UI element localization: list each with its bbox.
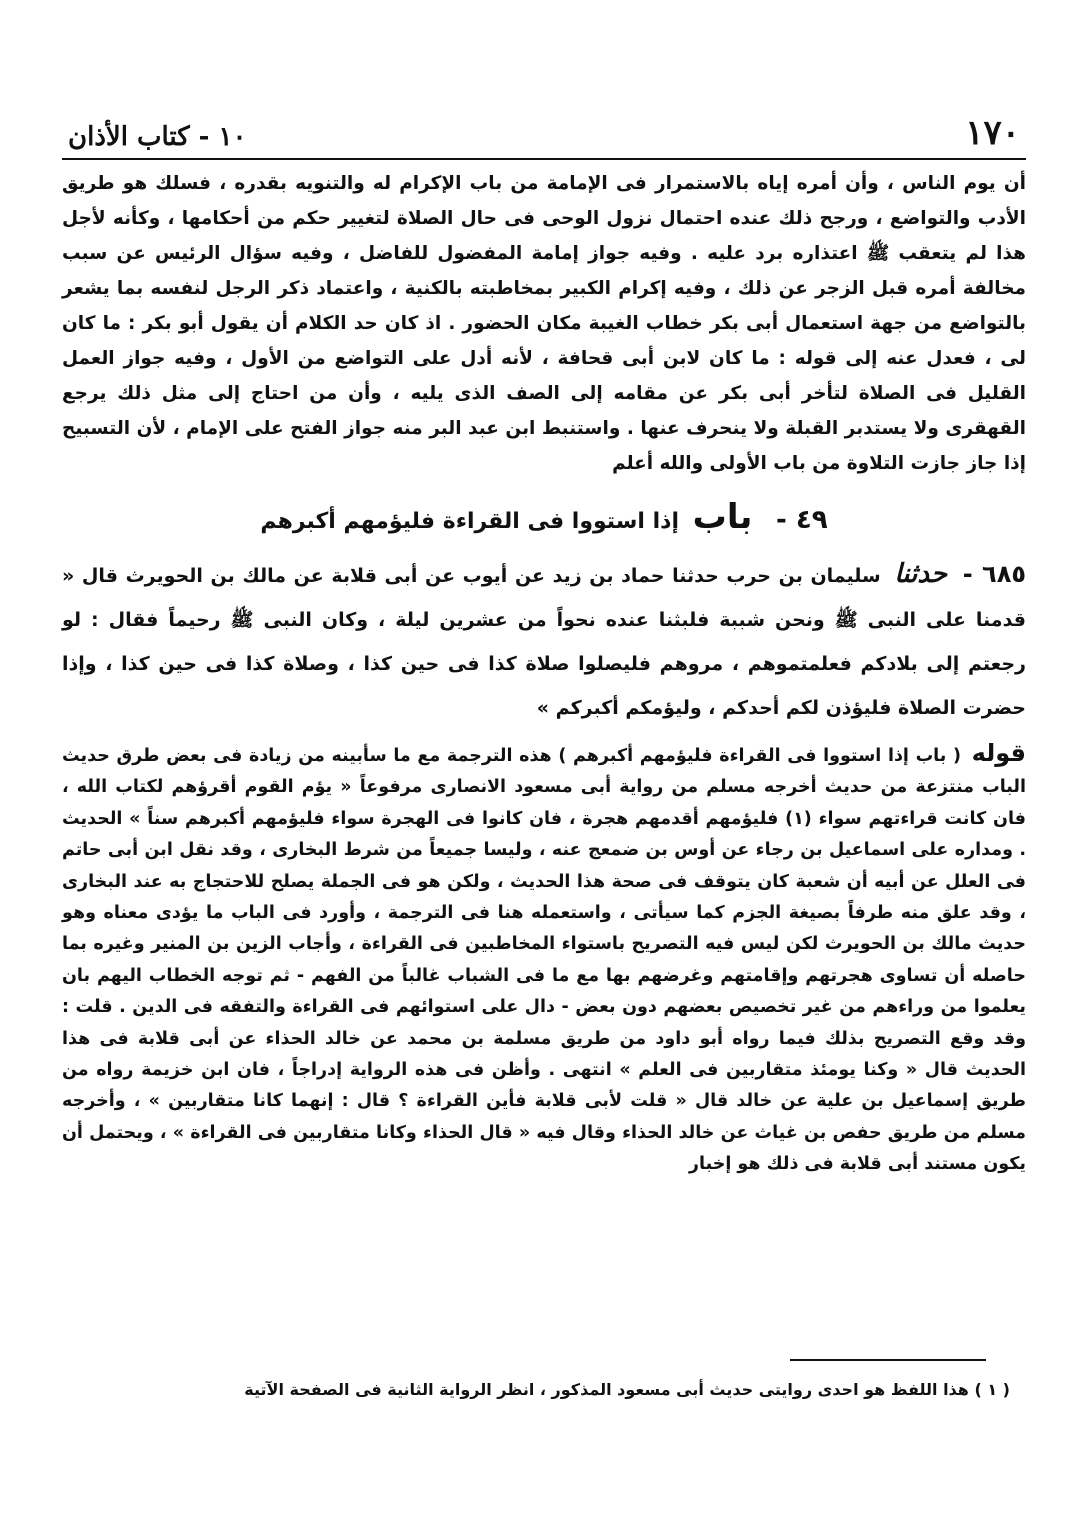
hadith-text: سليمان بن حرب حدثنا حماد بن زيد عن أيوب عن أبى قلابة عن مالك بن الحويرث قال « قدمنا على النبى ﷺ ونحن شببة فلبثنا عنده نحواً من عشرين ليلة ، وكان النبى ﷺ رحيماً فقال : لو رجعتم إلى بلادكم فعلمتموهم ، مروهم فليصلوا صلاة كذا فى حين كذا ، وصلاة كذا فى حين كذا ، وإذا حضرت الصلاة فليؤذن لكم أحدكم ، وليؤمكم أكبركم » [62, 565, 1026, 719]
chapter-number: ٤٩ - [776, 505, 828, 535]
footnote-divider [790, 1359, 986, 1361]
hadith-number: ٦٨٥ - [962, 560, 1026, 588]
page-header [62, 98, 1026, 160]
commentary-paragraph-2 [62, 738, 1026, 1181]
hadith-opening-word: حدثنا [894, 559, 948, 589]
commentary-qawluh-label: قوله [971, 739, 1026, 767]
chapter-bab-label: باب [692, 497, 753, 537]
footnote: ( ١ ) هذا اللفظ هو احدى روايتى حديث أبى مسعود المذكور ، انظر الرواية الثانية فى الصفحة الآتية [244, 1380, 1010, 1399]
hadith-block [62, 552, 1026, 730]
chapter-title: إذا استووا فى القراءة فليؤمهم أكبرهم [260, 509, 679, 534]
page-number: ١٧٠ [965, 113, 1020, 153]
commentary-2-text: ( باب إذا استووا فى القراءة فليؤمهم أكبرهم ) هذه الترجمة مع ما سأبينه من زيادة فى بعض طرق حديث الباب منتزعة من حديث أخرجه مسلم من رواية أبى مسعود الانصارى مرفوعاً « يؤم القوم أقرؤهم لكتاب الله ، فان كانت قراءتهم سواء (١) فليؤمهم أقدمهم هجرة ، فان كانوا فى الهجرة سواء فليؤمهم أكبرهم سناً » الحديث . ومداره على اسماعيل بن رجاء عن أوس بن ضمعج عنه ، وليسا جميعاً من شرط البخارى ، وقد نقل ابن أبى حاتم فى العلل عن أبيه أن شعبة كان يتوقف فى صحة هذا الحديث ، ولكن هو فى الجملة يصلح للاحتجاج به عند البخارى ، وقد علق منه طرفاً بصيغة الجزم كما سيأتى ، واستعمله هنا فى الترجمة ، وأورد فى الباب ما يؤدى معناه وهو حديث مالك بن الحويرث لكن ليس فيه التصريح باستواء المخاطبين فى القراءة ، وأجاب الزين بن المنير وغيره بما حاصله أن تساوى هجرتهم وإقامتهم وغرضهم بها مع ما فى الشباب غالباً من الفهم - ثم توجه الخطاب اليهم بان يعلموا من وراءهم من غير تخصيص بعضهم دون بعض - دال على استوائهم فى القراءة والتفقه فى الدين . قلت : وقد وقع التصريح بذلك فيما رواه أبو داود من طريق مسلمة بن محمد عن خالد الحذاء عن أبى قلابة فى هذا الحديث قال « وكنا يومئذ متقاربين فى العلم » انتهى . وأظن فى هذه الرواية إدراجاً ، فان ابن خزيمة رواه من طريق إسماعيل بن علية عن خالد قال « قلت لأبى قلابة فأين القراءة ؟ قال : إنهما كانا متقاربين » ، وأخرجه مسلم من طريق حفص بن غياث عن خالد الحذاء وقال فيه « قال الحذاء وكانا متقاربين فى القراءة » ، ويحتمل أن يكون مستند أبى قلابة فى ذلك هو إخبار [62, 746, 1026, 1175]
running-title: ١٠ - كتاب الأذان [68, 122, 247, 152]
commentary-paragraph-1: أن يوم الناس ، وأن أمره إياه بالاستمرار فى الإمامة من باب الإكرام له والتنويه بقدره ، فسلك هو طريق الأدب والتواضع ، ورجح ذلك عنده احتمال نزول الوحى فى حال الصلاة لتغيير حكم من أحكامها ، وكأنه لأجل هذا لم يتعقب ﷺ اعتذاره برد عليه . وفيه جواز إمامة المفضول للفاضل ، وفيه سؤال الرئيس عن سبب مخالفة أمره قبل الزجر عن ذلك ، وفيه إكرام الكبير بمخاطبته بالكنية ، واعتماد ذكر الرجل لنفسه بما يشعر بالتواضع من جهة استعمال أبى بكر خطاب الغيبة مكان الحضور . اذ كان حد الكلام أن يقول أبو بكر : ما كان لى ، فعدل عنه إلى قوله : ما كان لابن أبى قحافة ، لأنه أدل على التواضع من الأول ، وفيه جواز العمل القليل فى الصلاة لتأخر أبى بكر عن مقامه إلى الصف الذى يليه ، وأن من احتاج إلى مثل ذلك يرجع القهقرى ولا يستدبر القبلة ولا ينحرف عنها . واستنبط ابن عبد البر منه جواز الفتح على الإمام ، لأن التسبيح إذا جاز جازت التلاوة من باب الأولى والله أعلم [62, 173, 1026, 474]
chapter-heading [62, 495, 1026, 544]
book-page [62, 98, 1026, 1181]
